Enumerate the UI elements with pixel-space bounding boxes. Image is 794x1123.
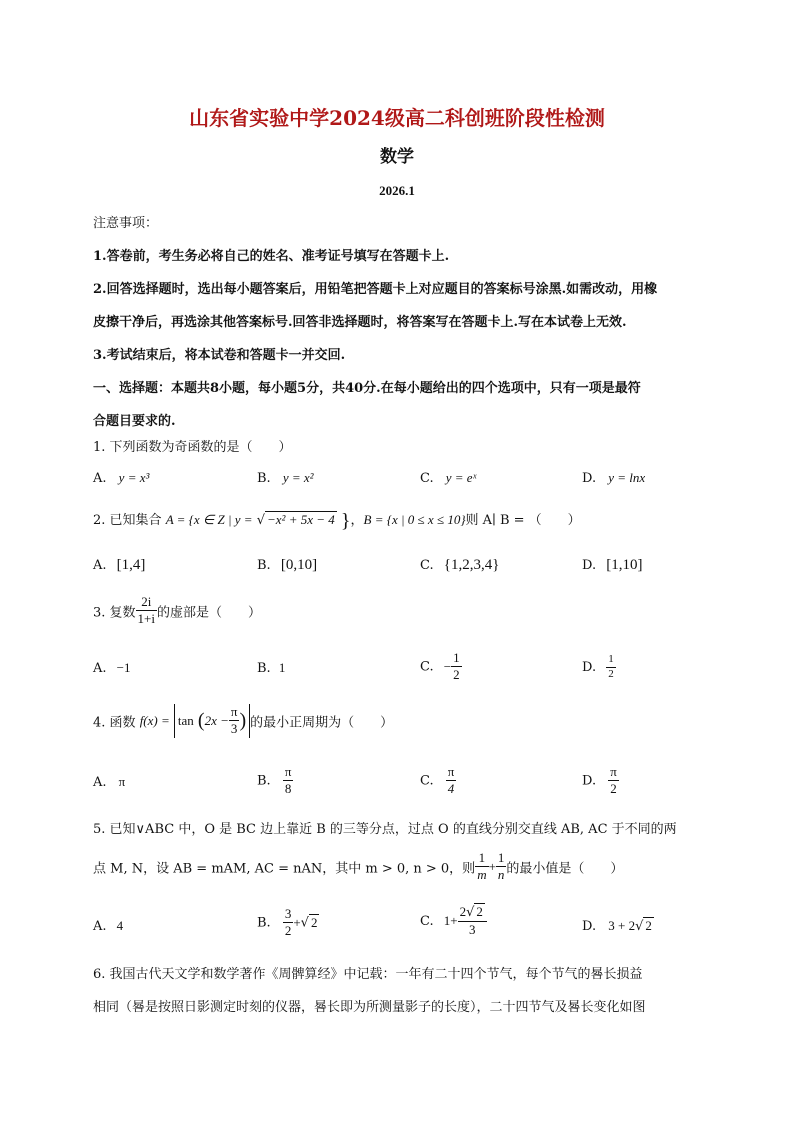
set-b: B = {x | 0 ≤ x ≤ 10} [363,512,466,527]
q3-post: 的虚部是（ ） [157,605,262,621]
option-fraction [446,764,457,798]
section-heading-line1: 一、选择题：本题共8小题，每小题5分，共40分.在每小题给出的四个选项中，只有一项是最符 [93,381,641,396]
q2-tail: 则 A∣ B = （ ） [465,513,581,528]
option-label: B. [257,915,271,931]
option-text: y = lnx [608,470,646,485]
q5-line2 [93,850,623,884]
abs-value [174,704,250,738]
option-label: D. [582,773,597,789]
q5-condition: 点 M, N，设 AB = mAM, AC = nAN，其中 m > 0, n > 0，则 [93,861,476,877]
q3-pre: 3. 复数 [93,605,136,621]
fraction-numerator: π [446,764,457,781]
q4-post: 的最小正周期为（ ） [250,715,394,731]
option-text: y = eˣ [445,470,477,485]
option-label: C. [420,471,434,486]
fraction-denominator: 2 [453,667,460,683]
q1-option-d [582,470,645,486]
q3-option-d [582,653,616,682]
q4-option-b [257,764,293,798]
q5-option-d [582,918,654,934]
fraction-denominator: 8 [284,781,292,797]
q5-option-a [93,918,123,934]
q4-stem [93,704,393,738]
inner-expr: 2x − [204,712,229,728]
notes-heading: 注意事项： [93,216,159,231]
option-text: [1,10] [606,557,643,573]
option-text: y = x² [282,470,314,485]
q5-line1: 5. 已知∨ABC 中，O 是 BC 边上靠近 B 的三等分点，过点 O 的直线分别交直线 AB, AC 于不同的两 [93,822,677,837]
q2-number: 2. 已知集合 [93,513,162,528]
set-a-radicand: −x² + 5x − 4 [267,512,335,527]
q2-option-d [582,557,642,574]
pi-over-three [229,704,240,738]
plus-sign: + [488,858,496,874]
q3-option-a [93,660,131,676]
option-label: B. [257,773,271,789]
fraction-numerator: 1 [475,850,488,867]
option-text: 3 + 2 [608,918,636,933]
option-label: C. [420,659,434,675]
option-label: A. [93,919,107,934]
note-2-line1: 2.回答选择题时，选出每小题答案后，用铅笔把答题卡上对应题目的答案标号涂黑.如需改动，用橡 [93,282,658,297]
q3-option-b [257,660,285,676]
option-label: C. [420,773,434,789]
option-text: −1 [116,660,131,675]
q1-option-a [93,470,149,486]
option-label: A. [93,471,107,486]
exam-title: 山东省实验中学2024级高二科创班阶段性检测 [189,106,605,130]
coefficient: 2 [459,904,467,919]
q3-stem [93,594,261,628]
fraction-numerator [458,904,487,922]
sqrt-icon: √ [466,905,475,920]
sqrt-icon: √ [256,513,265,528]
option-label: A. [93,775,107,790]
option-text: [1,4] [116,557,146,573]
radicand: 2 [476,904,483,919]
q5-option-c [420,904,487,939]
subject-title: 数学 [380,147,414,167]
q1-stem: 1. 下列函数为奇函数的是（ ） [93,440,292,455]
option-fraction [451,650,462,684]
fraction-denominator: 2 [610,781,617,797]
note-3: 3.考试结束后，将本试卷和答题卡一并交回. [93,348,346,363]
q2-option-a [93,557,145,574]
option-label: A. [93,661,107,676]
option-fraction [283,906,294,940]
fraction-denominator: 3 [469,922,476,938]
fraction-denominator: 4 [447,781,455,797]
section-heading-line2: 合题目要求的. [93,414,176,429]
sqrt-icon: √ [635,919,644,934]
note-1: 1.答卷前，考生务必将自己的姓名、准考证号填写在答题卡上. [93,249,450,264]
note-2-line2: 皮擦干净后，再选涂其他答案标号.回答非选择题时，将答案写在答题卡上.写在本试卷上无效. [93,315,627,330]
sqrt-icon: √ [300,915,309,931]
q6-line2: 相同（晷是按照日影测定时刻的仪器，晷长即为所测量影子的长度），二十四节气及晷长变化如图 [93,1000,646,1015]
option-text: 1 [278,660,286,675]
q2-option-b [257,557,317,574]
fraction-numerator: π [229,704,240,721]
q4-option-a [93,774,125,790]
exam-date: 2026.1 [379,183,415,198]
q5-tail: 的最小值是（ ） [506,861,624,877]
radicand: 2 [645,918,652,933]
fraction-numerator: π [608,764,619,781]
tan-label: tan [177,712,194,728]
q3-fraction [136,594,157,628]
option-label: B. [257,471,271,486]
q4-function: f(x) = [139,712,170,728]
fraction-denominator: 3 [230,721,238,737]
paren-icon: ( [197,709,205,732]
fraction-numerator: π [283,764,294,781]
q1-option-b [257,470,314,486]
fraction-denominator: 1+i [137,611,155,627]
option-text: y = x³ [118,470,150,485]
q2-option-c [420,557,499,574]
q2-comma: ， [350,513,364,528]
fraction-numerator: 3 [283,906,294,923]
fraction-numerator: 1 [606,653,616,668]
fraction-numerator: 2i [136,594,157,611]
option-label: C. [420,913,434,929]
fraction-numerator: 1 [496,850,507,867]
q2-stem [93,509,581,533]
q3-option-c [420,650,462,684]
q5-option-b [257,906,319,940]
set-a-right: } [340,510,351,532]
option-label: B. [257,558,271,573]
one-plus: 1+ [443,913,458,929]
option-label: B. [257,661,271,676]
option-label: D. [582,558,597,573]
option-fraction [458,904,487,939]
fraction-numerator: 1 [451,650,462,667]
set-a-left: A = {x ∈ Z | y = [165,512,253,527]
q6-line1: 6. 我国古代天文学和数学著作《周髀算经》中记载：一年有二十四个节气，每个节气的晷长损益 [93,967,643,982]
plus-sign: + [293,914,301,930]
q4-pre: 4. 函数 [93,715,136,731]
option-label: D. [582,659,597,675]
paren-icon: ) [239,709,247,732]
option-fraction [608,764,619,798]
option-fraction [283,764,294,798]
fraction-denominator: 2 [284,923,292,939]
minus-sign: − [443,658,452,674]
option-label: A. [93,558,107,573]
option-text: [0,10] [280,557,318,573]
q4-option-d [582,764,619,798]
one-over-m [475,850,488,884]
fraction-denominator: n [497,867,505,883]
q1-option-c [420,470,476,486]
option-label: D. [582,919,597,934]
q4-option-c [420,764,456,798]
fraction-denominator: m [477,867,487,883]
option-text: {1,2,3,4} [443,557,500,573]
option-text: π [118,774,126,789]
one-over-n [496,850,507,884]
fraction-denominator: 2 [608,667,614,680]
option-text: 4 [116,918,124,933]
radicand: 2 [310,914,318,930]
option-fraction [606,653,616,682]
option-label: C. [420,558,434,573]
option-label: D. [582,471,597,486]
